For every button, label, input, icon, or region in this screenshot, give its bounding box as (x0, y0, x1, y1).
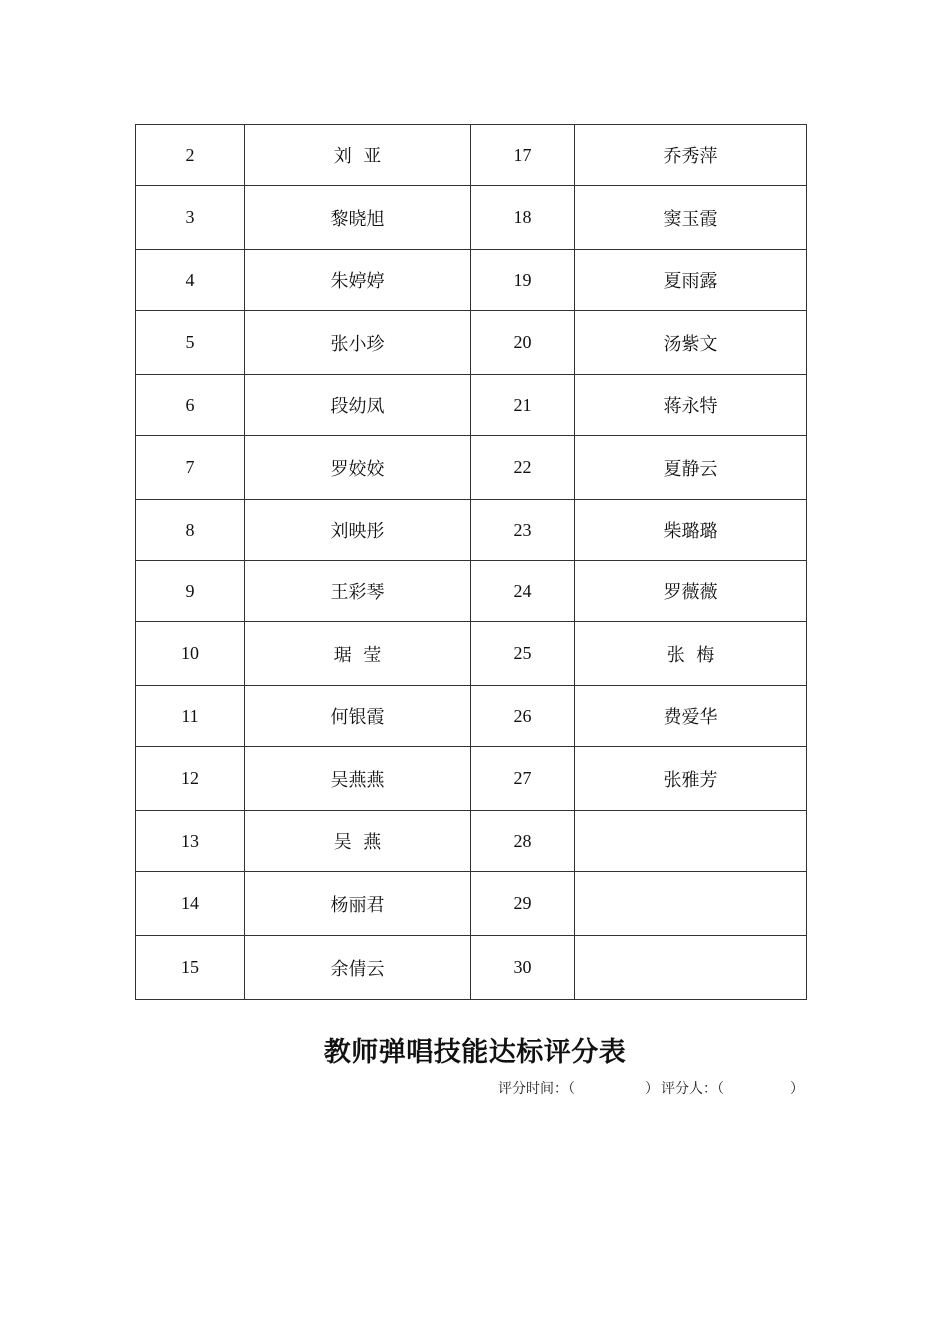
left-name-cell: 段幼凤 (245, 375, 471, 436)
right-name-cell: 罗薇薇 (575, 561, 807, 622)
left-number-cell: 10 (136, 622, 245, 686)
right-number-cell: 28 (471, 811, 575, 872)
right-number-cell: 22 (471, 436, 575, 500)
right-name-cell: 窦玉霞 (575, 186, 807, 250)
score-sheet-title: 教师弹唱技能达标评分表 (323, 1037, 627, 1068)
left-number-cell: 12 (136, 747, 245, 811)
right-name-cell: 夏雨露 (575, 250, 807, 311)
left-name-cell: 吴燕燕 (245, 747, 471, 811)
right-name-cell: 柴璐璐 (575, 500, 807, 561)
right-name-cell (575, 936, 807, 1000)
table-row (136, 375, 807, 436)
rater-label: 评分人：（ (661, 1081, 724, 1097)
left-number-cell: 6 (136, 375, 245, 436)
left-name-cell: 吴 燕 (245, 811, 471, 872)
left-number-cell: 8 (136, 500, 245, 561)
scoring-time-close: ） (645, 1081, 659, 1097)
right-name-cell: 蒋永特 (575, 375, 807, 436)
right-name-cell (575, 811, 807, 872)
left-number-cell: 2 (136, 125, 245, 186)
left-name-cell: 罗姣姣 (245, 436, 471, 500)
right-number-cell: 19 (471, 250, 575, 311)
left-number-cell: 3 (136, 186, 245, 250)
left-number-cell: 15 (136, 936, 245, 1000)
left-number-cell: 5 (136, 311, 245, 375)
left-number-cell: 4 (136, 250, 245, 311)
left-name-cell: 黎晓旭 (245, 186, 471, 250)
right-number-cell: 18 (471, 186, 575, 250)
right-name-cell: 乔秀萍 (575, 125, 807, 186)
right-number-cell: 21 (471, 375, 575, 436)
roster-table (135, 124, 807, 1000)
table-row (136, 747, 807, 811)
right-number-cell: 29 (471, 872, 575, 936)
right-name-cell: 费爱华 (575, 686, 807, 747)
table-row (136, 936, 807, 1000)
left-name-cell: 杨丽君 (245, 872, 471, 936)
left-name-cell: 王彩琴 (245, 561, 471, 622)
right-number-cell: 25 (471, 622, 575, 686)
left-name-cell: 何银霞 (245, 686, 471, 747)
right-name-cell: 张雅芳 (575, 747, 807, 811)
scoring-time-label: 评分时间：（ (498, 1081, 575, 1097)
left-name-cell: 朱婷婷 (245, 250, 471, 311)
right-number-cell: 30 (471, 936, 575, 1000)
right-number-cell: 17 (471, 125, 575, 186)
table-row (136, 500, 807, 561)
table-row (136, 872, 807, 936)
left-number-cell: 7 (136, 436, 245, 500)
right-number-cell: 27 (471, 747, 575, 811)
left-number-cell: 14 (136, 872, 245, 936)
left-name-cell: 琚 莹 (245, 622, 471, 686)
left-name-cell: 张小珍 (245, 311, 471, 375)
table-row (136, 436, 807, 500)
roster-table-body (136, 125, 807, 1000)
table-row (136, 311, 807, 375)
right-number-cell: 24 (471, 561, 575, 622)
right-name-cell: 汤紫文 (575, 311, 807, 375)
right-name-cell: 张 梅 (575, 622, 807, 686)
table-row (136, 811, 807, 872)
right-number-cell: 20 (471, 311, 575, 375)
left-name-cell: 刘 亚 (245, 125, 471, 186)
table-row (136, 250, 807, 311)
left-name-cell: 余倩云 (245, 936, 471, 1000)
right-name-cell (575, 872, 807, 936)
table-row (136, 622, 807, 686)
table-row (136, 561, 807, 622)
left-name-cell: 刘映彤 (245, 500, 471, 561)
right-name-cell: 夏静云 (575, 436, 807, 500)
right-number-cell: 23 (471, 500, 575, 561)
left-number-cell: 9 (136, 561, 245, 622)
right-number-cell: 26 (471, 686, 575, 747)
table-row (136, 686, 807, 747)
rater-close: ） (790, 1081, 804, 1097)
left-number-cell: 13 (136, 811, 245, 872)
table-row (136, 186, 807, 250)
left-number-cell: 11 (136, 686, 245, 747)
table-row (136, 125, 807, 186)
